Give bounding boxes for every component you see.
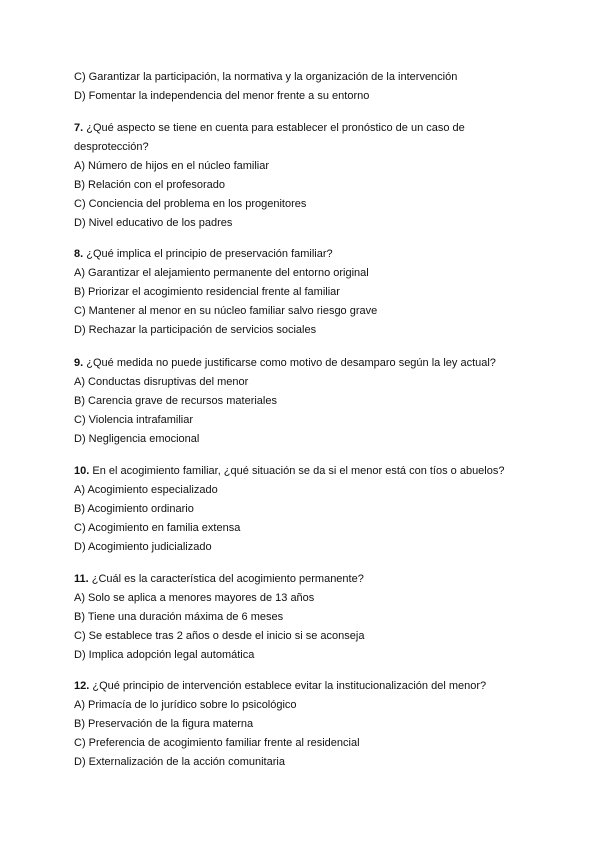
option-d: D) Fomentar la independencia del menor frente a su entorno	[74, 90, 370, 102]
question-prompt: En el acogimiento familiar, ¿qué situación se da si el menor está con tíos o abuelos?	[92, 465, 505, 477]
question-number: 11.	[74, 573, 89, 585]
question-text	[74, 570, 544, 589]
option-a: A) Número de hijos en el núcleo familiar	[74, 160, 270, 172]
option-b: B) Tiene una duración máxima de 6 meses	[74, 611, 284, 623]
continuation-options	[74, 68, 544, 106]
option-c: C) Se establece tras 2 años o desde el inicio si se aconseja	[74, 630, 365, 642]
question-10	[74, 462, 544, 557]
option-b: B) Relación con el profesorado	[74, 179, 226, 191]
option-d: D) Rechazar la participación de servicios sociales	[74, 324, 317, 336]
question-7	[74, 119, 544, 233]
option-a: A) Conductas disruptivas del menor	[74, 376, 249, 388]
question-prompt: ¿Qué aspecto se tiene en cuenta para establecer el pronóstico de un caso de desprotección?	[74, 122, 465, 153]
option-c: C) Acogimiento en familia extensa	[74, 522, 241, 534]
question-text	[74, 462, 544, 481]
question-prompt: ¿Qué medida no puede justificarse como motivo de desamparo según la ley actual?	[86, 357, 496, 369]
question-number: 12.	[74, 680, 90, 692]
question-text	[74, 119, 474, 157]
question-12	[74, 677, 544, 772]
option-a: A) Primacía de lo jurídico sobre lo psicológico	[74, 699, 297, 711]
option-d: D) Nivel educativo de los padres	[74, 217, 233, 229]
question-11	[74, 570, 544, 665]
question-number: 7.	[74, 122, 84, 134]
option-c: C) Mantener al menor en su núcleo familiar salvo riesgo grave	[74, 305, 378, 317]
option-b: B) Acogimiento ordinario	[74, 503, 194, 515]
option-b: B) Carencia grave de recursos materiales	[74, 395, 277, 407]
question-text	[74, 354, 544, 373]
option-a: A) Garantizar el alejamiento permanente del entorno original	[74, 267, 369, 279]
option-c: C) Violencia intrafamiliar	[74, 414, 194, 426]
question-prompt: ¿Qué implica el principio de preservación familiar?	[86, 248, 333, 260]
question-prompt: ¿Qué principio de intervención establece evitar la institucionalización del menor?	[92, 680, 487, 692]
option-c: C) Garantizar la participación, la normativa y la organización de la intervención	[74, 71, 458, 83]
question-8	[74, 245, 544, 340]
question-9	[74, 354, 544, 449]
option-a: A) Acogimiento especializado	[74, 484, 218, 496]
option-d: D) Acogimiento judicializado	[74, 541, 212, 553]
question-text	[74, 677, 544, 696]
option-b: B) Priorizar el acogimiento residencial frente al familiar	[74, 286, 340, 298]
option-d: D) Implica adopción legal automática	[74, 649, 255, 661]
option-c: C) Preferencia de acogimiento familiar frente al residencial	[74, 737, 360, 749]
option-c: C) Conciencia del problema en los progenitores	[74, 198, 307, 210]
question-number: 10.	[74, 465, 90, 477]
option-b: B) Preservación de la figura materna	[74, 718, 254, 730]
question-prompt: ¿Cuál es la característica del acogimiento permanente?	[91, 573, 364, 585]
question-text	[74, 245, 544, 264]
option-d: D) Externalización de la acción comunitaria	[74, 756, 285, 768]
question-number: 9.	[74, 357, 84, 369]
question-number: 8.	[74, 248, 84, 260]
option-d: D) Negligencia emocional	[74, 433, 200, 445]
option-a: A) Solo se aplica a menores mayores de 13 años	[74, 592, 315, 604]
